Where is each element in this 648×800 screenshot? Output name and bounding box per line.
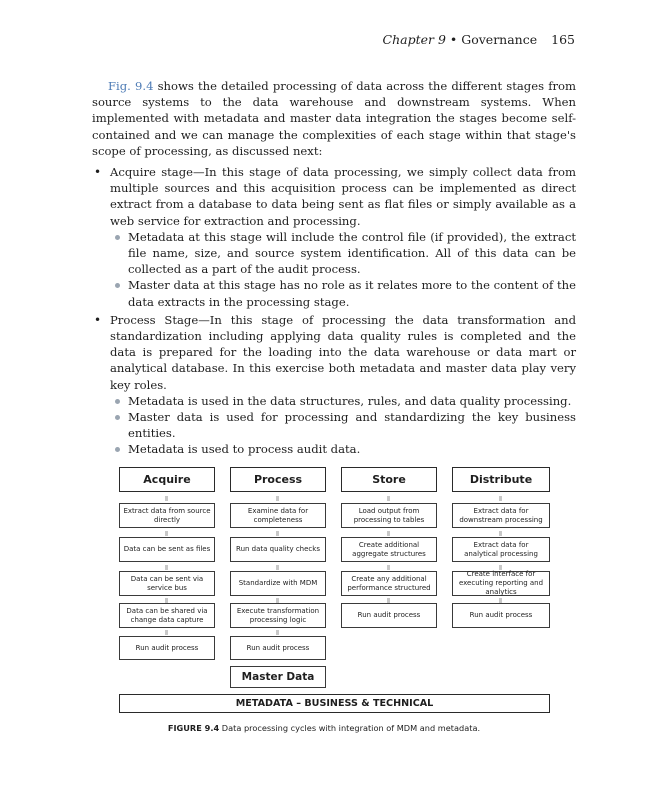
page-number: 165 [551, 32, 575, 47]
bullet-icon: • [94, 165, 102, 180]
down-arrow-icon [499, 496, 502, 501]
sub-bullet-text: Master data is used for processing and standardizing the key business entities. [128, 410, 576, 441]
process-step-5: Run audit process [230, 636, 326, 660]
acquire-step-2: Data can be sent as files [119, 537, 215, 562]
process-step-3: Standardize with MDM [230, 571, 326, 596]
down-arrow-icon [165, 630, 168, 635]
store-step-2: Create additional aggregate structures [341, 537, 437, 562]
intro-text: shows the detailed processing of data across the different stages from source systems to the data warehouse and downstream systems. When implemented with metadata and master data integration the stages become self-contained and we can manage the complexities of each stage within that stage's scope of processing, as discussed next: [92, 79, 577, 158]
column-header-store: Store [341, 467, 437, 492]
column-header-acquire: Acquire [119, 467, 215, 492]
down-arrow-icon [499, 531, 502, 536]
chapter-label: Chapter 9 [382, 32, 446, 47]
process-step-1: Examine data for completeness [230, 503, 326, 528]
down-arrow-icon [387, 565, 390, 570]
acquire-step-4: Data can be shared via change data capture [119, 603, 215, 628]
master-data-box: Master Data [230, 666, 326, 688]
store-step-4: Run audit process [341, 603, 437, 628]
bullet-text: Acquire stage—In this stage of data processing, we simply collect data from multiple sources and this acquisition process can be implemented as direct extract from a database to data being sent as flat files or simply available as a web service for extraction and processing. [110, 165, 576, 228]
acquire-step-5: Run audit process [119, 636, 215, 660]
down-arrow-icon [165, 496, 168, 501]
process-step-2: Run data quality checks [230, 537, 326, 562]
down-arrow-icon [387, 496, 390, 501]
bullet-icon: • [94, 312, 102, 327]
down-arrow-icon [165, 531, 168, 536]
caption-label: FIGURE 9.4 [167, 723, 220, 733]
distribute-step-3: Create interface for executing reporting and analytics [452, 571, 550, 596]
distribute-step-4: Run audit process [452, 603, 550, 628]
acquire-step-1: Extract data from source directly [119, 503, 215, 528]
down-arrow-icon [276, 531, 279, 536]
store-step-3: Create any additional performance structured [341, 571, 437, 596]
distribute-step-2: Extract data for analytical processing [452, 537, 550, 562]
sub-bullet-text: Metadata is used to process audit data. [128, 442, 361, 457]
down-arrow-icon [387, 531, 390, 536]
column-header-process: Process [230, 467, 326, 492]
down-arrow-icon [276, 565, 279, 570]
store-step-1: Load output from processing to tables [341, 503, 437, 528]
column-header-distribute: Distribute [452, 467, 550, 492]
down-arrow-icon [165, 565, 168, 570]
process-step-4: Execute transformation processing logic [230, 603, 326, 628]
sub-bullet-text: Metadata at this stage will include the control file (if provided), the extract file name, size, and source system identification. All of this data can be collected as a part of the audit process. [128, 229, 576, 277]
caption-text: Data processing cycles with integration of MDM and metadata. [219, 723, 481, 733]
bullet-text: Process Stage—In this stage of processing the data transformation and standardization including applying data quality rules is completed and the data is prepared for the loading into the data warehouse or data mart or analytical database. In this exercise both metadata and master data play very key roles. [110, 312, 576, 392]
down-arrow-icon [276, 496, 279, 501]
section-label: Governance [461, 32, 538, 47]
figure-link[interactable]: Fig. 9.4 [108, 79, 154, 93]
acquire-step-3: Data can be sent via service bus [119, 571, 215, 596]
metadata-bar: METADATA – BUSINESS & TECHNICAL [119, 694, 550, 713]
sub-bullet-text: Metadata is used in the data structures, rules, and data quality processing. [128, 393, 572, 408]
figure-caption [0, 723, 648, 733]
header-separator: • [445, 32, 462, 47]
sub-bullet-text: Master data at this stage has no role as it relates more to the content of the data extracts in the processing stage. [128, 278, 576, 309]
down-arrow-icon [276, 630, 279, 635]
distribute-step-1: Extract data for downstream processing [452, 503, 550, 528]
